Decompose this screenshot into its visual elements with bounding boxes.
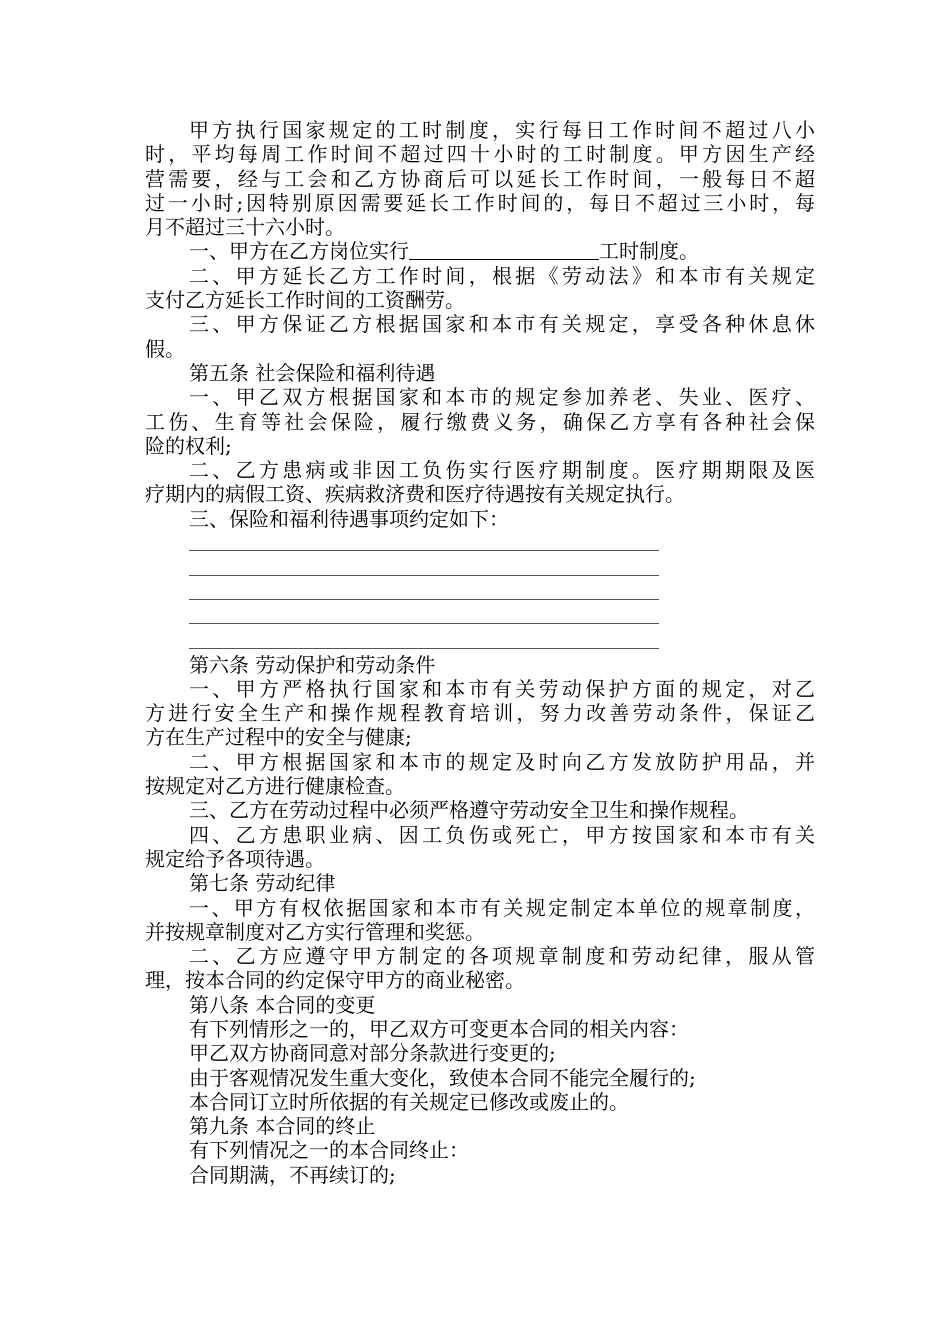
text-line: 一、甲乙双方根据国家和本市的规定参加养老、失业、医疗、 [189,385,815,410]
paragraph-text: 本合同订立时所依据的有关规定已修改或废止的。 [189,1089,629,1114]
text-line: 方进行安全生产和操作规程教育培训，努力改善劳动条件，保证乙 [145,701,815,726]
text-line: 月不超过三十六小时。 [145,215,345,240]
fill-in-line[interactable] [145,604,815,628]
paragraph-social-insurance [145,385,815,458]
paragraph-text: 甲乙双方协商同意对部分条款进行变更的; [189,1041,556,1066]
paragraph-occupational-disease [145,823,815,872]
text-line: 按规定对乙方进行健康检查。 [145,774,405,799]
paragraph-text: 由于客观情况发生重大变化，致使本合同不能完全履行的; [189,1065,696,1090]
paragraph-hours-system [145,239,815,263]
text-fragment: 一、甲方在乙方岗位实行 [189,239,409,264]
paragraph-text: 有下列情况之一的本合同终止： [189,1138,469,1163]
text-line: 规定给予各项待遇。 [145,846,325,871]
text-line: 四、乙方患职业病、因工负伤或死亡，甲方按国家和本市有关 [189,822,815,847]
paragraph-labor-protection [145,677,815,750]
fill-in-line[interactable] [145,531,815,555]
text-line: 并按规章制度对乙方实行管理和奖惩。 [145,919,485,944]
text-line: 工伤、生育等社会保险，履行缴费义务，确保乙方享有各种社会保 [145,409,815,434]
article-heading: 第六条 劳动保护和劳动条件 [189,652,436,677]
text-line: 疗期内的病假工资、疾病救济费和医疗待遇按有关规定执行。 [145,482,685,507]
document-body [145,118,815,1187]
text-line: 二、乙方患病或非因工负伤实行医疗期制度。医疗期期限及医 [189,458,815,483]
paragraph-medical-period [145,458,815,507]
paragraph-regulations [145,896,815,945]
fill-in-line[interactable] [145,628,815,652]
article-heading: 第七条 劳动纪律 [189,871,336,896]
text-line: 支付乙方延长工作时间的工资酬劳。 [145,288,465,313]
text-line: 时，平均每周工作时间不超过四十小时的工时制度。甲方因生产经 [145,142,815,167]
text-fragment: 工时制度。 [599,239,699,264]
paragraph-protective-gear [145,750,815,799]
paragraph-insurance-terms: 三、保险和福利待遇事项约定如下： [189,506,509,531]
paragraph-safety-rules: 三、乙方在劳动过程中必须严格遵守劳动安全卫生和操作规程。 [189,798,749,823]
text-line: 理，按本合同的约定保守甲方的商业秘密。 [145,968,525,993]
text-line: 险的权利; [145,433,232,458]
paragraph-rest [145,312,815,361]
text-line: 方在生产过程中的安全与健康; [145,725,412,750]
fill-in-line[interactable] [145,580,815,604]
paragraph-overtime [145,264,815,313]
text-line: 过一小时;因特别原因需要延长工作时间的，每日不超过三小时，每 [145,190,815,215]
article-heading: 第八条 本合同的变更 [189,992,376,1017]
article-heading: 第五条 社会保险和福利待遇 [189,360,436,385]
text-line: 二、甲方根据国家和本市的规定及时向乙方发放防护用品，并 [189,749,815,774]
paragraph-working-hours [145,118,815,239]
fill-in-line[interactable] [145,555,815,579]
article-heading: 第九条 本合同的终止 [189,1114,376,1139]
text-line: 一、甲方有权依据国家和本市有关规定制定本单位的规章制度， [189,895,815,920]
fill-in-blank[interactable] [409,243,599,260]
paragraph-text: 有下列情形之一的，甲乙双方可变更本合同的相关内容： [189,1016,689,1041]
paragraph-discipline [145,944,815,993]
text-line: 二、乙方应遵守甲方制定的各项规章制度和劳动纪律，服从管 [189,944,815,969]
paragraph-text: 合同期满，不再续订的; [189,1162,396,1187]
text-line: 营需要，经与工会和乙方协商后可以延长工作时间，一般每日不超 [145,166,815,191]
text-line: 三、甲方保证乙方根据国家和本市有关规定，享受各种休息休 [189,312,815,337]
fill-in-lines [145,531,815,652]
text-line: 一、甲方严格执行国家和本市有关劳动保护方面的规定，对乙 [189,676,815,701]
text-line: 假。 [145,336,185,361]
text-line: 甲方执行国家规定的工时制度，实行每日工作时间不超过八小 [189,118,815,142]
text-line: 二、甲方延长乙方工作时间，根据《劳动法》和本市有关规定 [189,263,815,288]
